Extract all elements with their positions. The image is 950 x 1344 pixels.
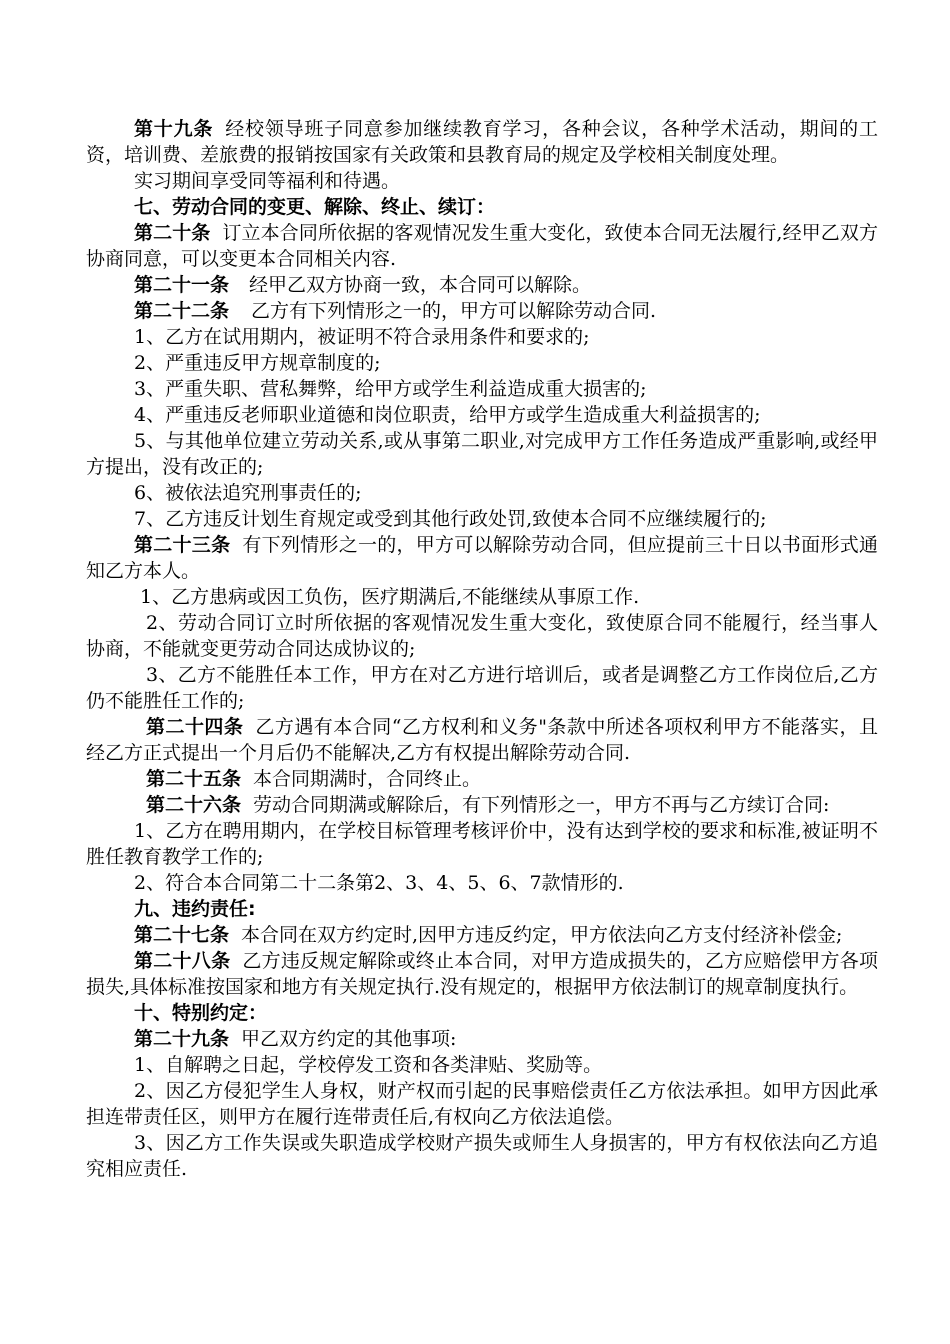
article-23-title: 第二十三条	[134, 534, 231, 556]
article-23	[86, 532, 878, 584]
article-29-title: 第二十九条	[134, 1028, 230, 1050]
article-26-item-2: 2、符合本合同第二十二条第2、3、4、5、6、7款情形的.	[134, 872, 624, 894]
contract-page	[86, 116, 878, 1182]
article-23-item-3: 3、乙方不能胜任本工作，甲方在对乙方进行培训后，或者是调整乙方工作岗位后,乙方仍不能胜任工作的;	[86, 664, 878, 712]
article-19	[86, 116, 878, 168]
article-23-item-1: 1、乙方患病或因工负伤，医疗期满后,不能继续从事原工作.	[140, 586, 640, 608]
article-29	[86, 1026, 878, 1052]
article-20	[86, 220, 878, 272]
article-22-item-1: 1、乙方在试用期内，被证明不符合录用条件和要求的;	[134, 326, 590, 348]
article-20-title: 第二十条	[134, 222, 211, 244]
article-22-item-4: 4、严重违反老师职业道德和岗位职责，给甲方或学生造成重大利益损害的;	[134, 404, 761, 426]
article-28	[86, 948, 878, 1000]
section-9-heading: 九、违约责任:	[134, 898, 256, 920]
article-27	[86, 922, 878, 948]
article-19-title: 第十九条	[134, 118, 214, 140]
article-25-text: 本合同期满时，合同终止。	[253, 768, 482, 790]
article-27-title: 第二十七条	[134, 924, 230, 946]
article-24-title: 第二十四条	[146, 716, 244, 738]
article-22-item-5: 5、与其他单位建立劳动关系,或从事第二职业,对完成甲方工作任务造成严重影响,或经甲方提出，没有改正的;	[86, 430, 878, 478]
article-22-title: 第二十二条	[134, 300, 230, 322]
article-22-text: 乙方有下列情形之一的，甲方可以解除劳动合同.	[251, 300, 657, 322]
article-26-title: 第二十六条	[146, 794, 242, 816]
article-29-text: 甲乙双方约定的其他事项:	[241, 1028, 457, 1050]
article-25	[86, 766, 878, 792]
article-26-item-1: 1、乙方在聘用期内，在学校目标管理考核评价中，没有达到学校的要求和标准,被证明不胜任教育教学工作的;	[86, 820, 878, 868]
article-22-item-2: 2、严重违反甲方规章制度的;	[134, 352, 381, 374]
article-26-text: 劳动合同期满或解除后，有下列情形之一，甲方不再与乙方续订合同:	[253, 794, 830, 816]
article-23-text: 有下列情形之一的，甲方可以解除劳动合同，但应提前三十日以书面形式通知乙方本人。	[86, 534, 878, 582]
article-24-text: 乙方遇有本合同“乙方权利和义务"条款中所述各项权利甲方不能落实，且经乙方正式提出一个月后仍不能解决,乙方有权提出解除劳动合同.	[86, 716, 878, 764]
article-21-text: 经甲乙双方协商一致，本合同可以解除。	[249, 274, 592, 296]
article-29-item-1: 1、自解聘之日起，学校停发工资和各类津贴、奖励等。	[134, 1054, 603, 1076]
article-22-item-3: 3、严重失职、营私舞弊，给甲方或学生利益造成重大损害的;	[134, 378, 647, 400]
article-28-text: 乙方违反规定解除或终止本合同，对甲方造成损失的，乙方应赔偿甲方各项损失,具体标准按国家和地方有关规定执行.没有规定的，根据甲方依法制订的规章制度执行。	[86, 950, 878, 998]
article-27-text: 本合同在双方约定时,因甲方违反约定，甲方依法向乙方支付经济补偿金;	[241, 924, 843, 946]
article-25-title: 第二十五条	[146, 768, 242, 790]
article-21-title: 第二十一条	[134, 274, 230, 296]
article-23-item-2: 2、劳动合同订立时所依据的客观情况发生重大变化，致使原合同不能履行，经当事人协商，不能就变更劳动合同达成协议的;	[86, 612, 878, 660]
article-19-text: 经校领导班子同意参加继续教育学习，各种会议，各种学术活动，期间的工资，培训费、差旅费的报销按国家有关政策和县教育局的规定及学校相关制度处理。	[86, 118, 878, 166]
article-29-item-2: 2、因乙方侵犯学生人身权，财产权而引起的民事赔偿责任乙方依法承担。如甲方因此承担连带责任区，则甲方在履行连带责任后,有权向乙方依法追偿。	[86, 1080, 878, 1128]
article-29-item-3: 3、因乙方工作失误或失职造成学校财产损失或师生人身损害的，甲方有权依法向乙方追究相应责任.	[86, 1132, 878, 1180]
section-7-heading: 七、劳动合同的变更、解除、终止、续订：	[134, 196, 496, 218]
article-20-text: 订立本合同所依据的客观情况发生重大变化，致使本合同无法履行,经甲乙双方协商同意，可以变更本合同相关内容.	[86, 222, 878, 270]
article-22-item-7: 7、乙方违反计划生育规定或受到其他行政处罚,致使本合同不应继续履行的;	[134, 508, 767, 530]
section-10-heading: 十、特别约定：	[134, 1002, 268, 1024]
article-22-item-6: 6、被依法追究刑事责任的;	[134, 482, 362, 504]
article-21	[86, 272, 878, 298]
article-28-title: 第二十八条	[134, 950, 231, 972]
article-22	[86, 298, 878, 324]
article-26	[86, 792, 878, 818]
intern-note: 实习期间享受同等福利和待遇。	[134, 170, 401, 192]
article-24	[86, 714, 878, 766]
